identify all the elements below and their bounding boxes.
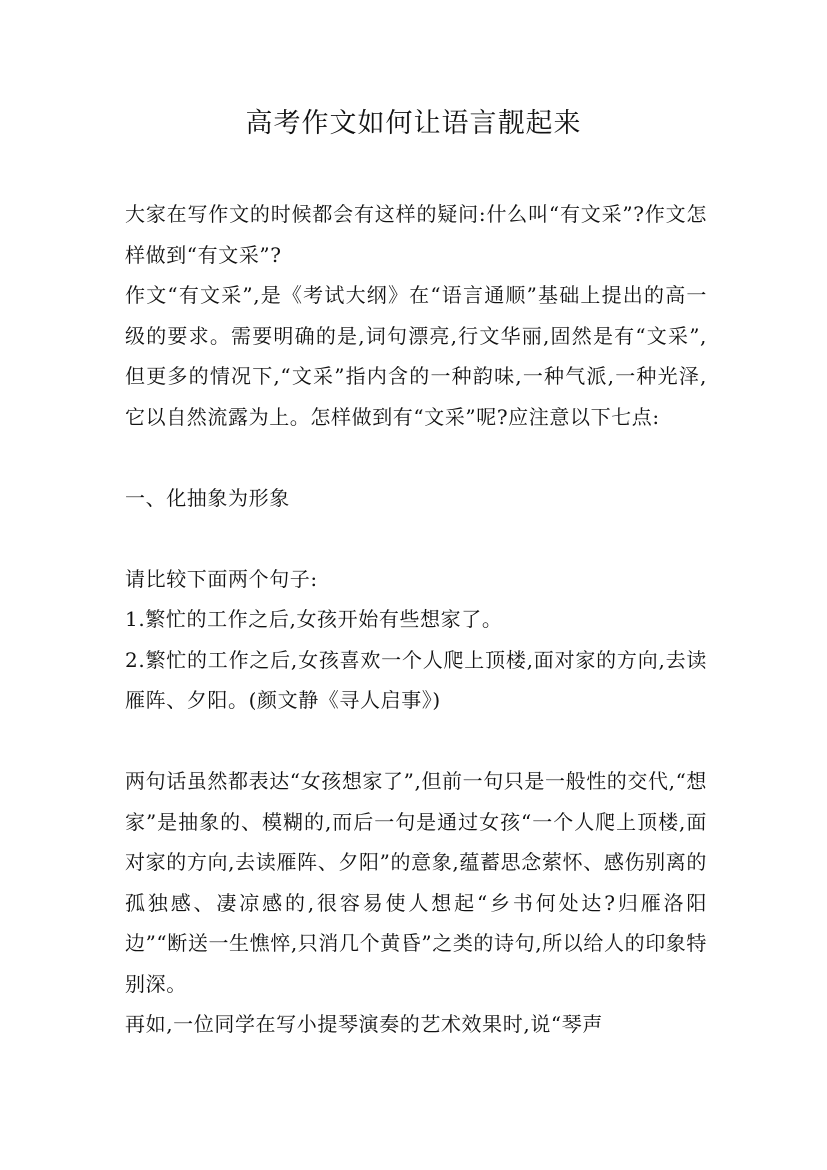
spacer <box>125 437 707 478</box>
requirement-paragraph: 作文“有文采”,是《考试大纲》在“语言通顺”基础上提出的高一级的要求。需要明确的是,词句漂亮,行文华丽,固然是有“文采”,但更多的情况下,“文采”指内含的一种韵味,一种气派,一种光泽,它以自然流露为上。怎样做到有“文采”呢?应注意以下七点: <box>125 283 707 429</box>
document-title: 高考作文如何让语言靓起来 <box>245 108 582 139</box>
spacer <box>125 721 707 762</box>
spacer <box>125 518 707 559</box>
second-example-paragraph: 再如,一位同学在写小提琴演奏的艺术效果时,说“琴声 <box>125 1012 603 1036</box>
example-sentence-2: 2.繁忙的工作之后,女孩喜欢一个人爬上顶楼,面对家的方向,去读雁阵、夕阳。(颜文静《寻人启事》) <box>125 647 707 712</box>
example-sentence-1: 1.繁忙的工作之后,女孩开始有些想家了。 <box>125 607 503 631</box>
compare-prompt: 请比较下面两个句子: <box>125 566 318 591</box>
section-heading: 一、化抽象为形象 <box>125 485 290 510</box>
document-body <box>125 194 707 1045</box>
analysis-paragraph: 两句话虽然都表达“女孩想家了”,但前一句只是一般性的交代,“想家”是抽象的、模糊的,而后一句是通过女孩“一个人爬上顶楼,面对家的方向,去读雁阵、夕阳”的意象,蕴蓄思念萦怀、感伤别离的孤独感、凄凉感的,很容易使人想起“乡书何处达?归雁洛阳边”“断送一生憔悴,只消几个黄昏”之类的诗句,所以给人的印象特别深。 <box>125 769 707 996</box>
intro-paragraph: 大家在写作文的时候都会有这样的疑问:什么叫“有文采”?作文怎样做到“有文采”? <box>125 202 707 267</box>
